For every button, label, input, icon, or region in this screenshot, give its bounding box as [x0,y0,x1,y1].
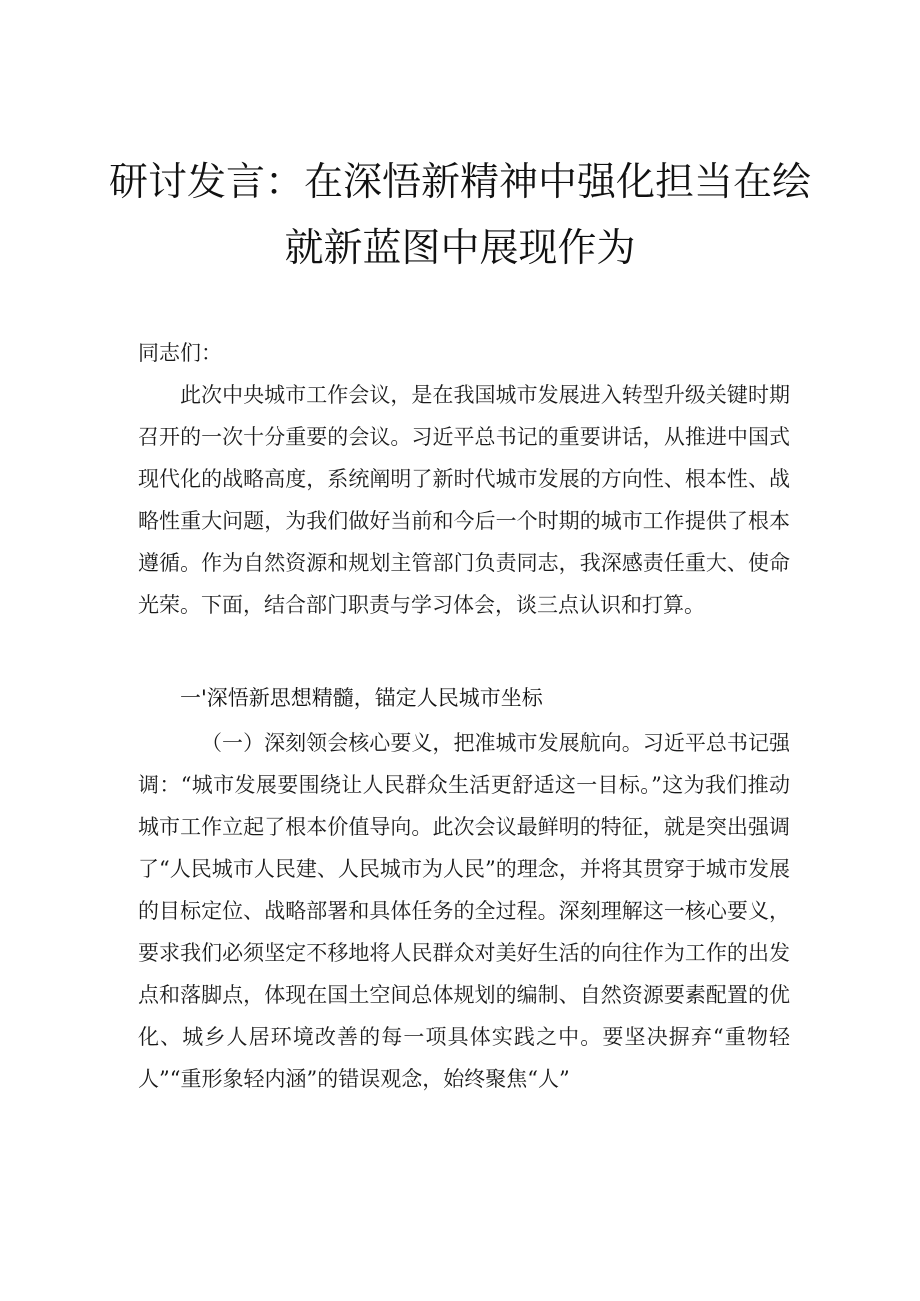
document-title-line-1: 研讨发言：在深悟新精神中强化担当在绘 [108,160,811,205]
intro-paragraph: 此次中央城市工作会议，是在我国城市发展进入转型升级关键时期召开的一次十分重要的会议。习近平总书记的重要讲话，从推进中国式现代化的战略高度，系统阐明了新时代城市发展的方向性、根本性、战略性重大问题，为我们做好当前和今后一个时期的城市工作提供了根本遵循。作为自然资源和规划主管部门负责同志，我深感责任重大、使命光荣。下面，结合部门职责与学习体会，谈三点认识和打算。 [138,383,790,617]
document-title-line-2: 就新蓝图中展现作为 [284,226,636,271]
section-1-paragraph-1: （一）深刻领会核心要义，把准城市发展航向。习近平总书记强调：“城市发展要围绕让人民群众生活更舒适这一目标。”这为我们推动城市工作立起了根本价值导向。此次会议最鲜明的特征，就是突出强调了“人民城市人民建、人民城市为人民”的理念，并将其贯穿于城市发展的目标定位、战略部署和具体任务的全过程。深刻理解这一核心要义，要求我们必须坚定不移地将人民群众对美好生活的向往作为工作的出发点和落脚点，体现在国土空间总体规划的编制、自然资源要素配置的优化、城乡人居环境改善的每一项具体实践之中。要坚决摒弃“重物轻人”“重形象轻内涵”的错误观念，始终聚焦“人” [138,731,790,1091]
greeting: 同志们： [138,341,222,365]
section-heading-1: 一'深悟新思想精髓，锚定人民城市坐标 [180,686,543,710]
